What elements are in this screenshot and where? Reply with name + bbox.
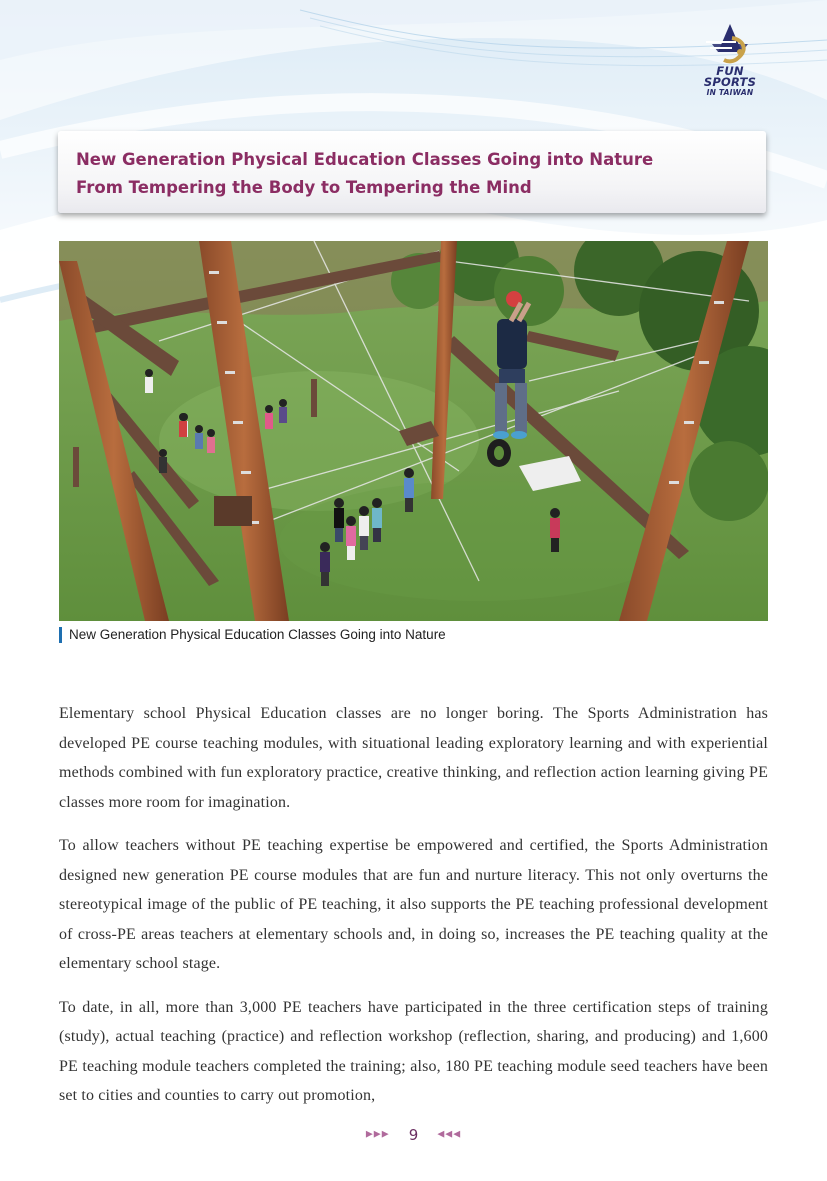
logo-star-icon — [692, 22, 768, 66]
ropes-course-photo — [59, 241, 768, 621]
logo-text: FUN SPORTS — [703, 64, 757, 89]
footer-right-arrows-icon: ◀◀◀ — [437, 1129, 462, 1140]
paragraph-3: To date, in all, more than 3,000 PE teachers have participated in the three certification steps of training (study), actual teaching (practice) and reflection workshop (reflection, sharing, and producing) and 1,600 PE teaching module teachers completed the training; also, 180 PE teaching module seed teachers have been set to cities and counties to carry out promotion, — [59, 998, 768, 1104]
title-box — [58, 131, 766, 213]
fun-sports-logo — [692, 22, 782, 97]
footer-left-arrows-icon: ▶▶▶ — [365, 1129, 390, 1140]
page-footer — [0, 1124, 827, 1144]
photo-illustration — [59, 241, 768, 621]
logo-subtext: IN TAIWAN — [706, 88, 754, 97]
page-number: 9 — [408, 1125, 419, 1144]
title-line-2: From Tempering the Body to Tempering the Mind — [76, 178, 532, 197]
body-text — [59, 699, 768, 1125]
title-line-1: New Generation Physical Education Classes Going into Nature — [76, 150, 654, 169]
photo-caption: New Generation Physical Education Classes Going into Nature — [59, 627, 446, 643]
paragraph-1: Elementary school Physical Education classes are no longer boring. The Sports Administration has developed PE course teaching modules, with situational leading exploratory learning and with experiential methods combined with fun exploratory practice, creative thinking, and reflection action learning giving PE classes more room for imagination. — [59, 705, 768, 811]
paragraph-2: To allow teachers without PE teaching expertise be empowered and certified, the Sports Administration designed new generation PE course modules that are fun and nurture literacy. This not only overturns the stereotypical image of the public of PE teaching, it also supports the PE teaching professional development of cross-PE areas teachers at elementary schools and, in doing so, increases the PE teaching quality at the elementary school stage. — [59, 837, 768, 972]
